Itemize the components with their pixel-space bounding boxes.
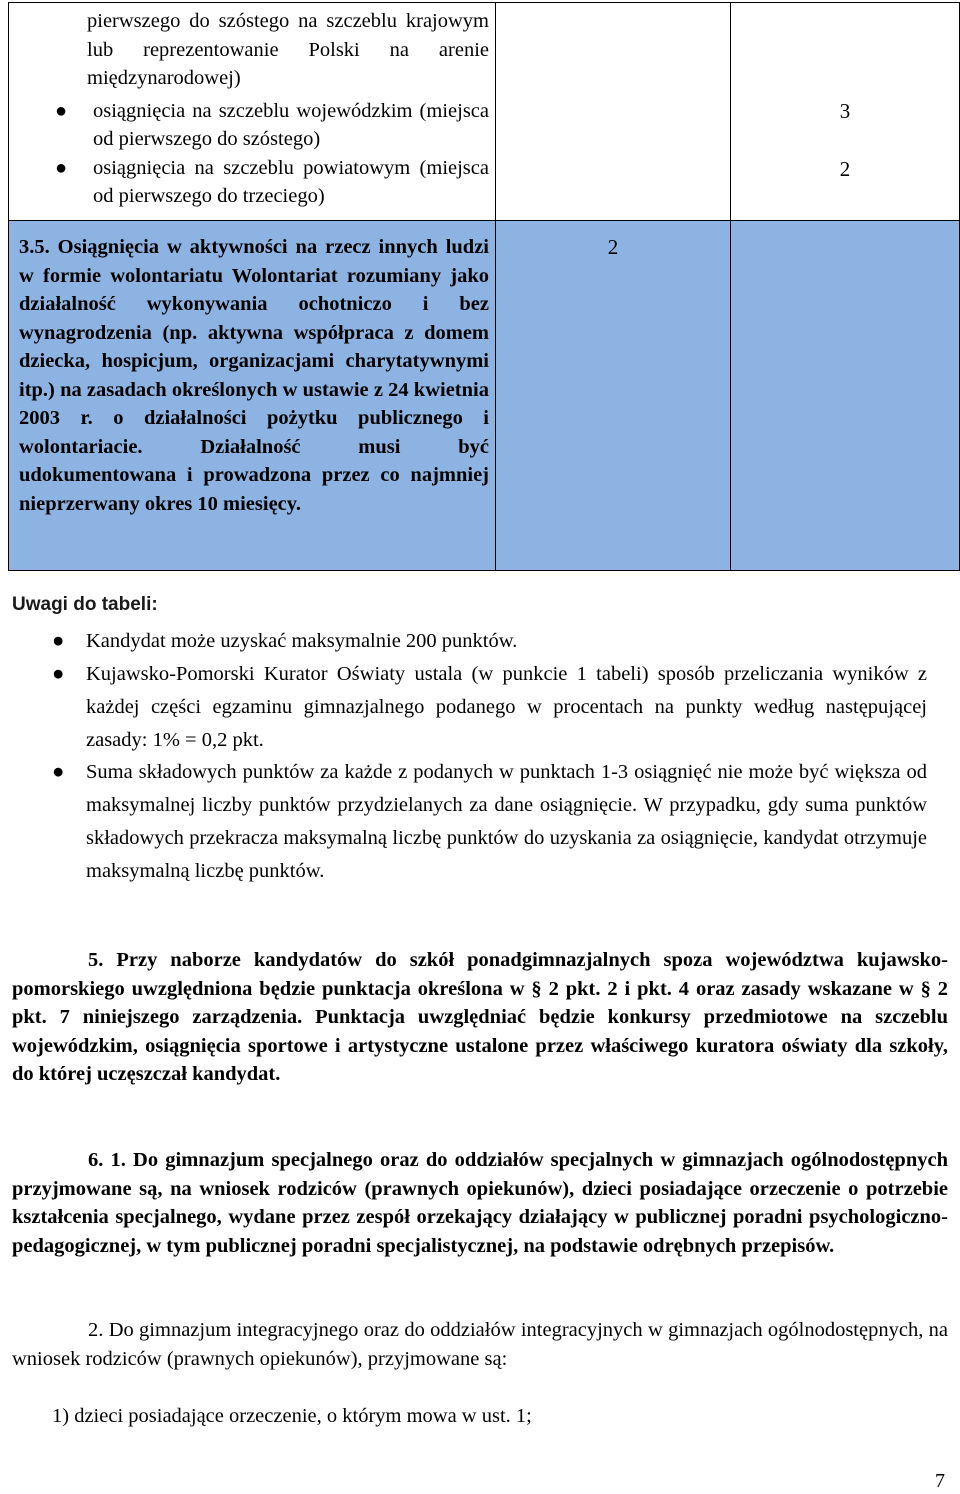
- section-5-text: 5. Przy naborze kandydatów do szkół ponadgimnazjalnych spoza województwa kujawsko-pomorskiego uwzględniona będzie punktacja określona w § 2 pkt. 2 i pkt. 4 oraz zasady wskazane w § 2 pkt. 7 niniejszego zarządzenia. Punktacja uwzględniać będzie konkursy przedmiotowe na szczeblu wojewódzkim, osiągnięcia sportowe i artystyczne ustalone przez właściwego kuratora oświaty dla szkoły, do której uczęszczał kandydat.: [12, 949, 948, 1086]
- list-item: [12, 625, 927, 658]
- page-number: 7: [935, 1470, 945, 1492]
- table-cell-description: [9, 3, 496, 221]
- bullet-text: osiągnięcia na szczeblu wojewódzkim (miejsca od pierwszego do szóstego): [93, 99, 489, 150]
- bullet-icon: ●: [55, 99, 68, 122]
- section-5-paragraph: [12, 946, 948, 1089]
- scoring-table: [8, 2, 960, 571]
- note-text: Kandydat może uzyskać maksymalnie 200 punktów.: [86, 630, 518, 652]
- table-row: [9, 221, 960, 571]
- section-6-1-text: 6. 1. Do gimnazjum specjalnego oraz do oddziałów specjalnych w gimnazjach ogólnodostępnych przyjmowane są, na wniosek rodziców (prawnych opiekunów), dzieci posiadające orzeczenie o potrzebie kształcenia specjalnego, wydane przez zespół orzekający działający w publicznej poradni psychologiczno-pedagogicznej, w tym publicznej poradni specjalistycznej, na podstawie odrębnych przepisów.: [12, 1149, 948, 1257]
- bullet-icon: ●: [52, 630, 65, 652]
- bullet-icon: ●: [52, 663, 65, 685]
- section-6-1-paragraph: [12, 1146, 948, 1260]
- list-item: [12, 756, 927, 888]
- bullet-icon: ●: [55, 156, 68, 179]
- table-cell-points: [496, 221, 731, 571]
- table-cell-points: [731, 3, 960, 221]
- list-item: [19, 154, 489, 211]
- bullet-text: osiągnięcia na szczeblu powiatowym (miejsca od pierwszego do trzeciego): [93, 156, 489, 207]
- row-intro-text: pierwszego do szóstego na szczeblu krajowym lub reprezentowanie Polski na arenie międzynarodowej): [87, 10, 489, 89]
- table-cell-empty: [731, 221, 960, 571]
- table-cell-description: [9, 221, 496, 571]
- volunteering-text: 3.5. Osiągnięcia w aktywności na rzecz innych ludzi w formie wolontariatu Wolontariat rozumiany jako działalność wykonywania ochotniczo i bez wynagrodzenia (np. aktywna współpraca z domem dziecka, hospicjum, organizacjami charytatywnymi itp.) na zasadach określonych w ustawie z 24 kwietnia 2003 r. o działalności pożytku publicznego i wolontariacie. Działalność musi być udokumentowana i prowadzona przez co najmniej nieprzerwany okres 10 miesięcy.: [19, 236, 489, 515]
- list-item: 1) dzieci posiadające orzeczenie, o którym mowa w ust. 1;: [52, 1405, 532, 1427]
- table-row: [9, 3, 960, 221]
- section-6-2-paragraph: [12, 1316, 948, 1373]
- points-value: 2: [839, 157, 851, 181]
- table-cell-empty: [496, 3, 731, 221]
- section-6-2-text: 2. Do gimnazjum integracyjnego oraz do oddziałów integracyjnych w gimnazjach ogólnodostępnych, na wniosek rodziców (prawnych opiekunów), przyjmowane są:: [12, 1319, 948, 1370]
- list-item: [19, 97, 489, 154]
- note-text: Kujawsko-Pomorski Kurator Oświaty ustala (w punkcie 1 tabeli) sposób przeliczania wyników z każdej części egzaminu gimnazjalnego podanego w procentach na punkty według następującej zasady: 1% = 0,2 pkt.: [86, 663, 927, 751]
- bullet-icon: ●: [52, 761, 65, 783]
- points-value: 2: [607, 235, 619, 259]
- points-value: 3: [839, 99, 851, 123]
- note-text: Suma składowych punktów za każde z podanych w punktach 1-3 osiągnięć nie może być większa od maksymalnej liczby punktów przydzielanych za dane osiągnięcie. W przypadku, gdy suma punktów składowych przekracza maksymalną liczbę punktów do uzyskania za osiągnięcie, kandydat otrzymuje maksymalną liczbę punktów.: [86, 761, 927, 882]
- list-item: [12, 658, 927, 757]
- notes-title: Uwagi do tabeli:: [12, 594, 158, 615]
